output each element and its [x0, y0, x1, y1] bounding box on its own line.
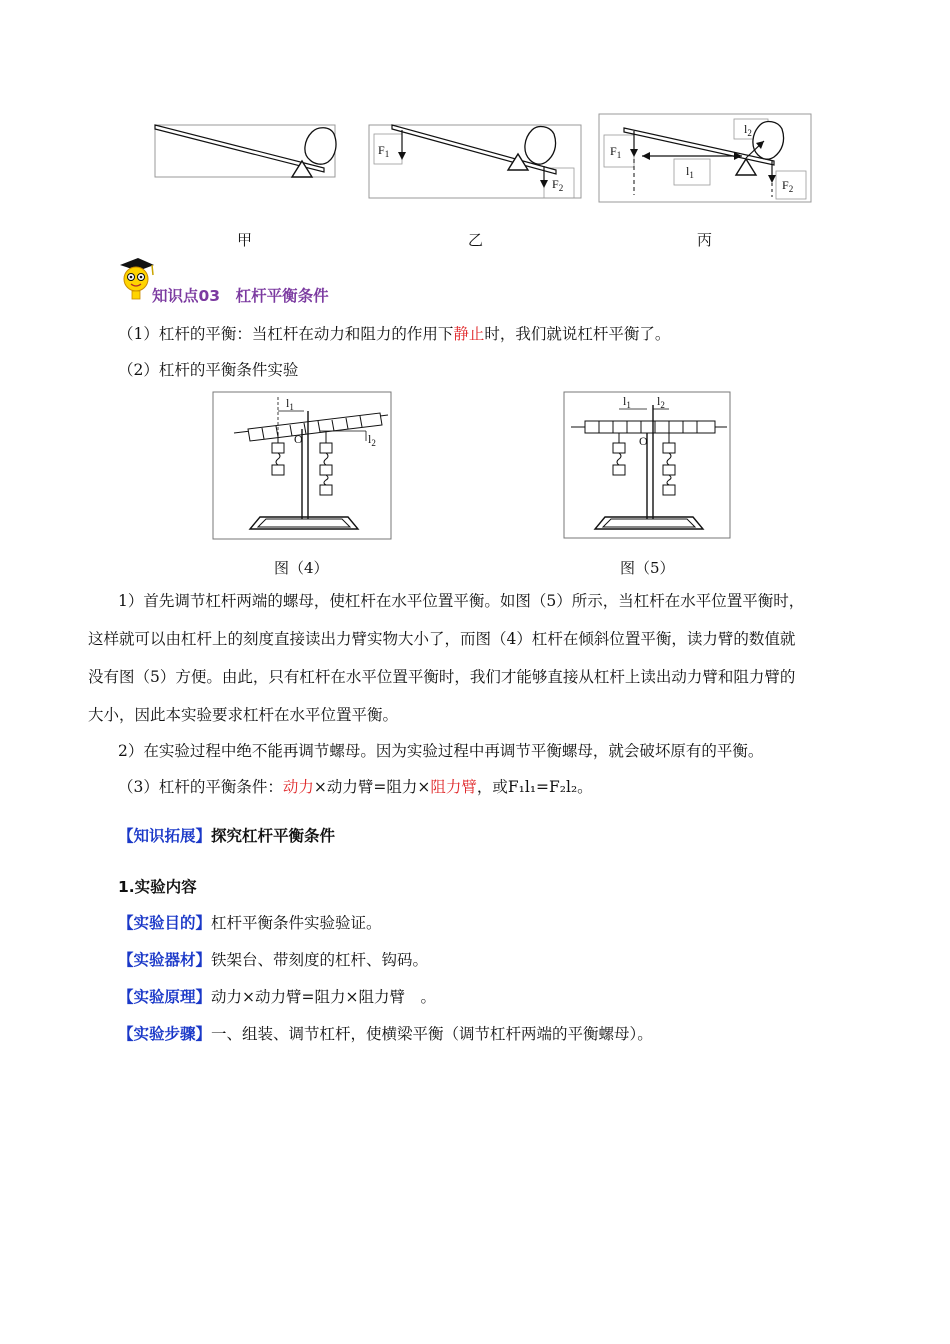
bing-f2-label: $F_2$	[782, 178, 794, 194]
section-heading: 知识点03 杠杆平衡条件	[152, 287, 329, 305]
fig5-l1-label: $l_1$	[623, 394, 631, 410]
caption-fig4: 图（4）	[274, 559, 329, 577]
para-balance-definition: （1）杠杆的平衡：当杠杆在动力和阻力的作用下静止时，我们就说杠杆平衡了。	[118, 325, 671, 343]
para4: 2）在实验过程中绝不能再调节螺母。因为实验过程中再调节平衡螺母，就会破坏原有的平衡。	[118, 742, 764, 760]
fig4-l1-label: $l_1$	[286, 396, 294, 412]
item-purpose: 【实验目的】杠杆平衡条件实验验证。	[118, 914, 382, 932]
item-equipment: 【实验器材】铁架台、带刻度的杠杆、钩码。	[118, 951, 429, 969]
para5-condition: （3）杠杆的平衡条件：动力×动力臂=阻力×阻力臂，或F₁l₁=F₂l₂。	[118, 778, 593, 796]
fig5-l2-label: $l_2$	[657, 394, 665, 410]
subheading-experiment: 1.实验内容	[118, 878, 197, 896]
caption-yi: 乙	[468, 231, 484, 249]
formula: F₁l₁=F₂l₂	[507, 778, 578, 796]
item-steps: 【实验步骤】一、组装、调节杠杆，使横梁平衡（调节杠杆两端的平衡螺母）。	[118, 1025, 653, 1043]
fig4-l2-label: $l_2$	[368, 432, 376, 448]
mascot-icon	[116, 255, 156, 305]
para3-line-4: 大小，因此本实验要求杠杆在水平位置平衡。	[88, 706, 399, 724]
fig5-o-label: O	[639, 434, 648, 448]
yi-f1-label: $F_1$	[378, 143, 390, 159]
figure-5	[563, 391, 733, 542]
bing-l2-label: $l_2$	[744, 122, 752, 138]
figure-bing	[598, 113, 814, 205]
para3-line-1: 1）首先调节杠杆两端的螺母，使杠杆在水平位置平衡。如图（5）所示，当杠杆在水平位置平衡时，	[118, 592, 805, 610]
extension-heading: 【知识拓展】探究杠杆平衡条件	[118, 827, 336, 845]
para-experiment-title: （2）杠杆的平衡条件实验	[118, 361, 299, 379]
caption-fig5: 图（5）	[620, 559, 675, 577]
figure-4	[212, 391, 394, 542]
para3-line-2: 这样就可以由杠杆上的刻度直接读出力臂实物大小了，而图（4）杠杆在倾斜位置平衡，读力臂的数值就	[88, 630, 796, 648]
highlight-static: 静止	[453, 325, 485, 343]
item-principle: 【实验原理】动力×动力臂=阻力×阻力臂 。	[118, 988, 436, 1006]
figure-yi	[368, 124, 584, 200]
caption-jia: 甲	[237, 231, 253, 249]
yi-f2-label: $F_2$	[552, 177, 564, 193]
fig4-o-label: O	[294, 432, 303, 446]
bing-l1-label: $l_1$	[686, 164, 694, 180]
bing-f1-label: $F_1$	[610, 144, 622, 160]
para3-line-3: 没有图（5）方便。由此，只有杠杆在水平位置平衡时，我们才能够直接从杠杆上读出动力臂和阻力臂的	[88, 668, 796, 686]
caption-bing: 丙	[697, 231, 713, 249]
figure-jia	[154, 124, 338, 180]
